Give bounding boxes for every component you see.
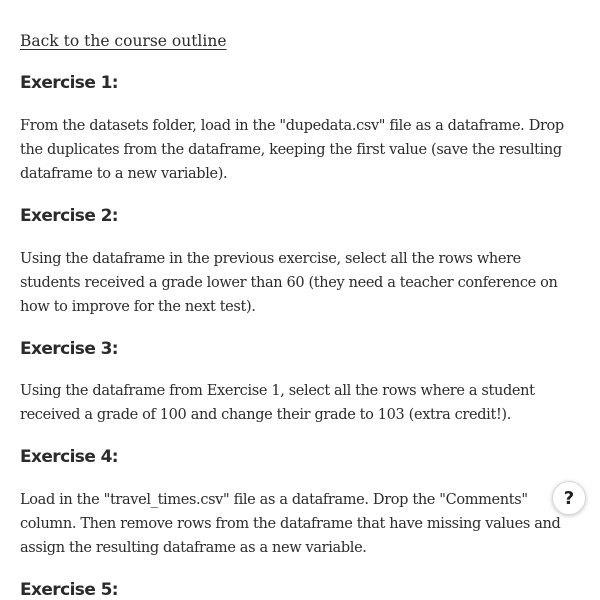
back-to-outline-link[interactable]: Back to the course outline (20, 32, 227, 50)
exercise-4-heading: Exercise 4: (20, 447, 118, 467)
exercise-5-heading: Exercise 5: (20, 580, 118, 600)
exercise-1-heading: Exercise 1: (20, 73, 118, 93)
question-mark-icon: ? (563, 487, 575, 509)
exercise-3-text: Using the dataframe from Exercise 1, select all the rows where a student received a grade of 100 and change their grade to 103 (extra credit!). (20, 383, 535, 423)
exercise-4-text: Load in the "travel_times.csv" file as a dataframe. Drop the "Comments" column. Then remove rows from the dataframe that have missing values and assign the resulting dataframe as a new variable. (20, 492, 561, 556)
exercise-3-heading: Exercise 3: (20, 339, 118, 359)
exercise-2-heading: Exercise 2: (20, 206, 118, 226)
help-button[interactable] (552, 481, 586, 515)
exercise-1-text: From the datasets folder, load in the "dupedata.csv" file as a dataframe. Drop the duplicates from the dataframe, keeping the first value (save the resulting dataframe to a new variable). (20, 118, 564, 182)
exercise-2-text: Using the dataframe in the previous exercise, select all the rows where students received a grade lower than 60 (they need a teacher conference on how to improve for the next test). (20, 251, 558, 315)
